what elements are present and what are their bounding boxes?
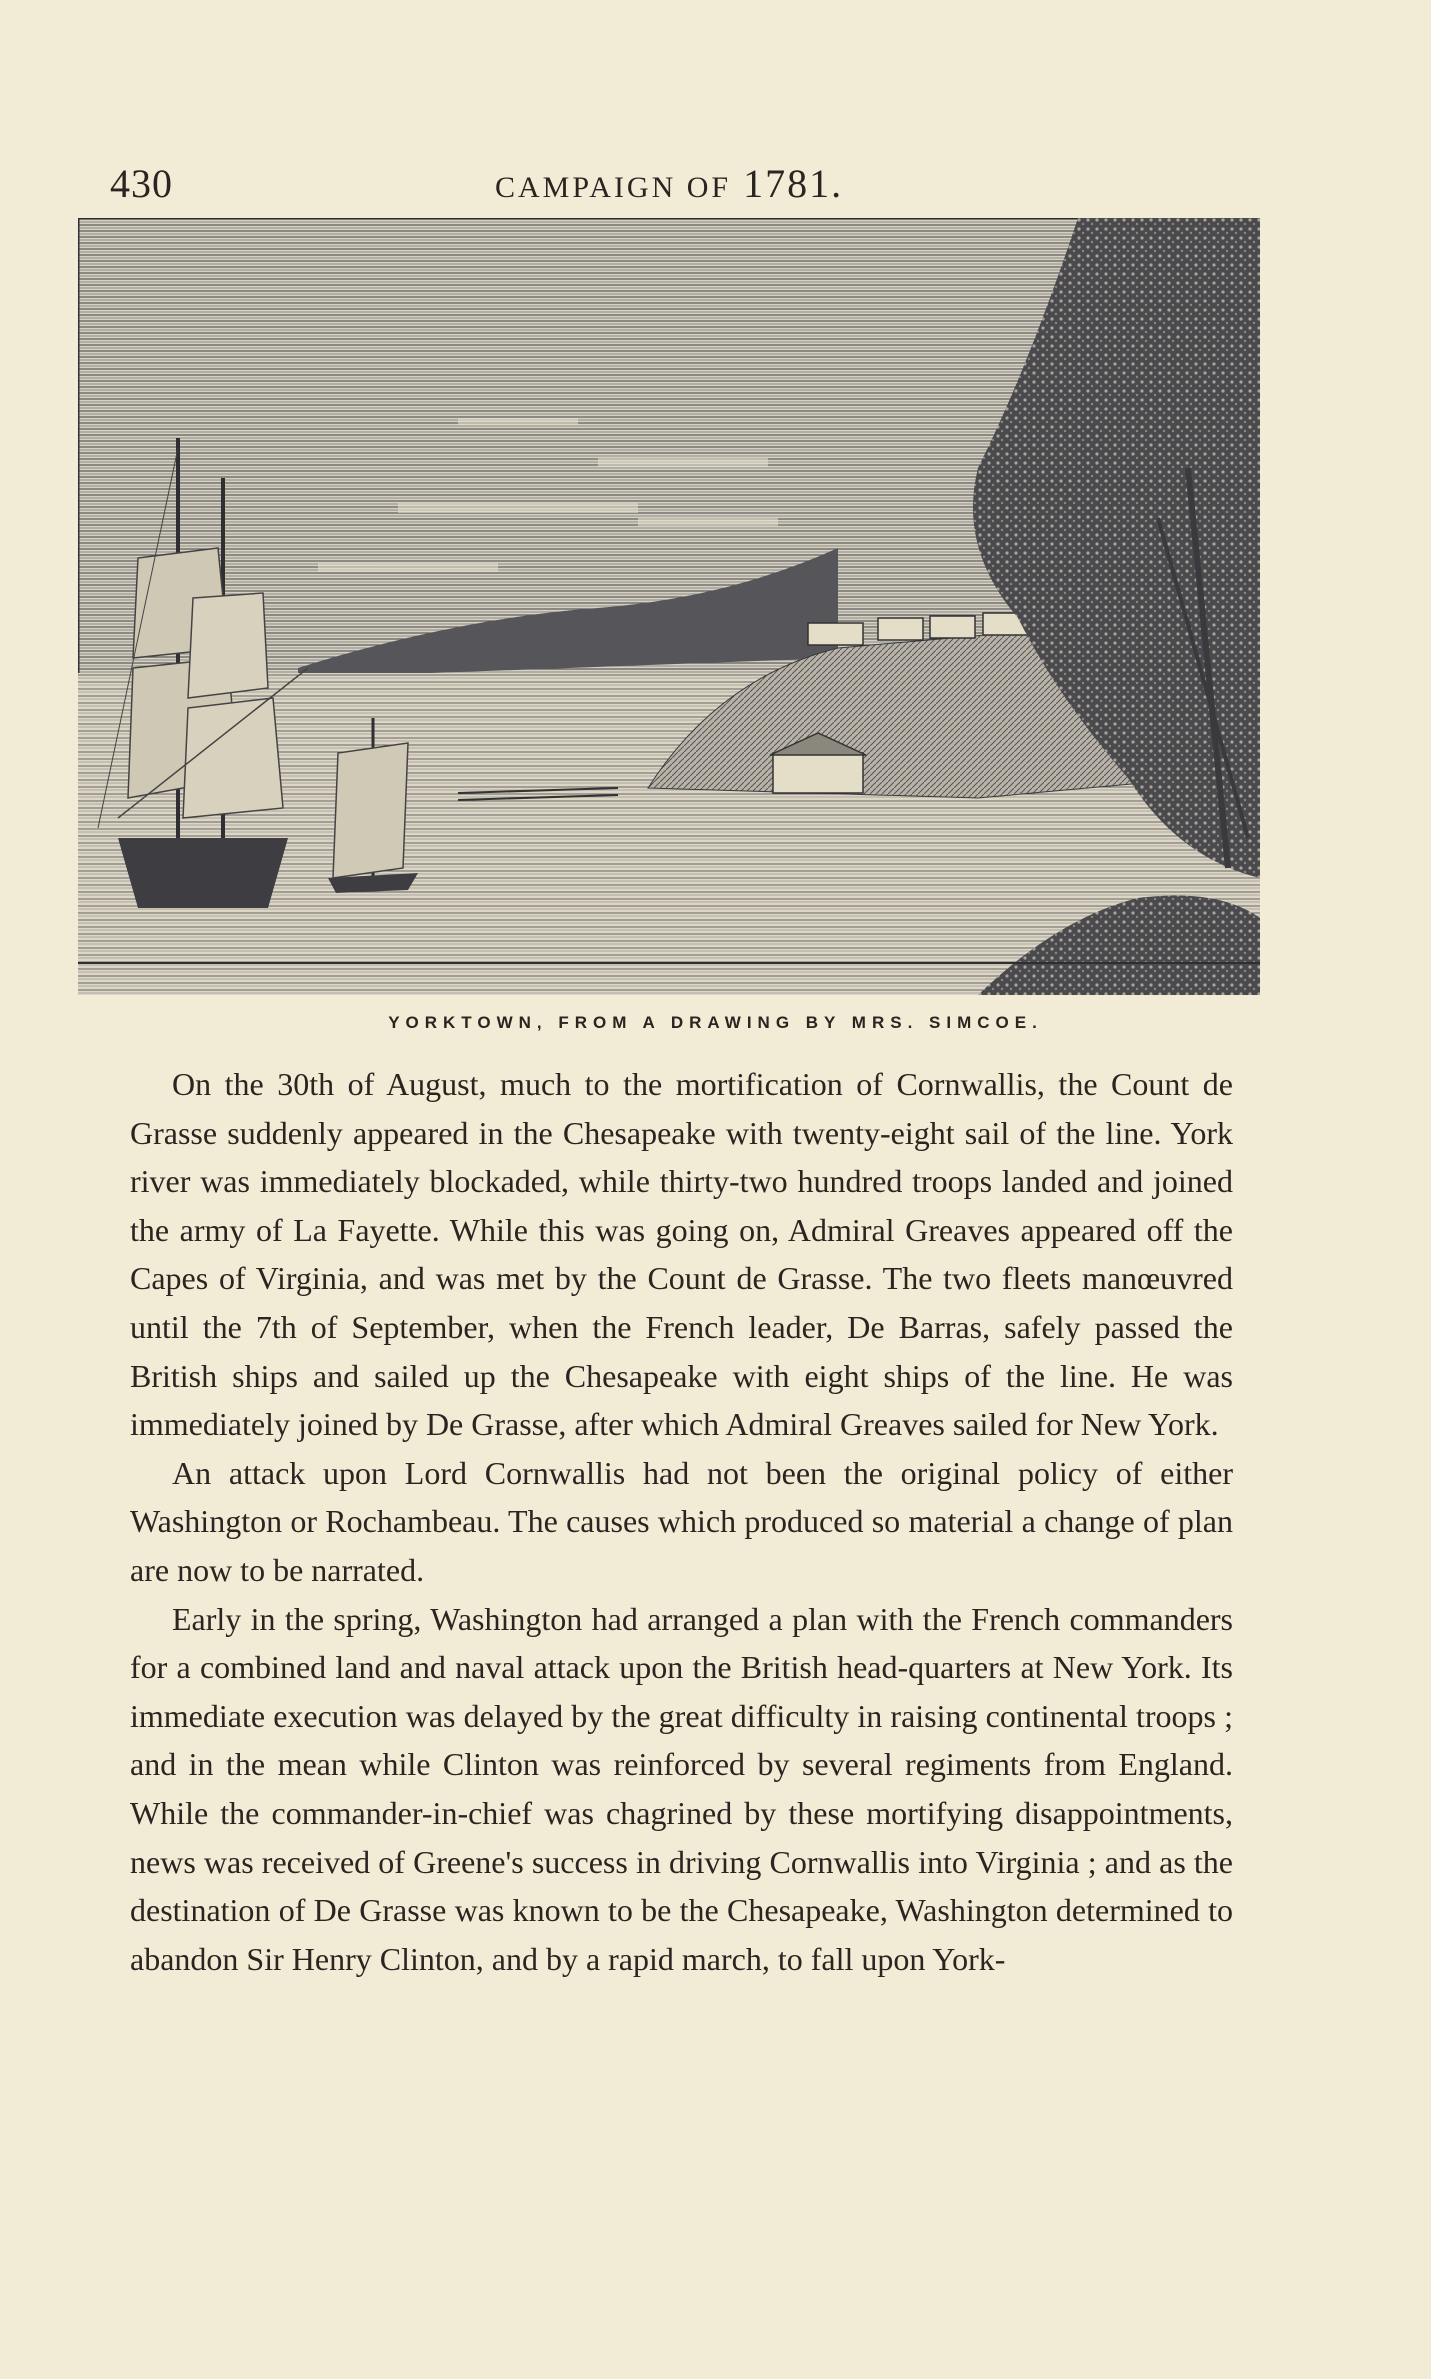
paragraph: An attack upon Lord Cornwallis had not been the original policy of either Washington or Rochambeau. The causes which produced so material a change of plan are now to be narrated. — [130, 1454, 1233, 1588]
running-head-title: CAMPAIGN OF — [495, 171, 732, 204]
page-number: 430 — [110, 161, 173, 206]
yorktown-engraving — [78, 218, 1260, 995]
paragraph: Early in the spring, Washington had arranged a plan with the French commanders for a combined land and naval attack upon the British head-quarters at New York. Its immediate execution was delayed by the great difficulty in raising continental troops ; and in the mean while Clinton was reinforced by several regiments from England. While the commander-in-chief was chagrined by these mortifying disappointments, news was received of Greene's success in driving Cornwallis into Virginia ; and as the destination of De Grasse was known to be the Chesapeake, Washington determined to abandon Sir Henry Clinton, and by a rapid march, to fall upon York- — [130, 1600, 1233, 1977]
page-header — [110, 160, 1250, 210]
paragraph: On the 30th of August, much to the mortification of Cornwallis, the Count de Grasse suddenly appeared in the Chesapeake with twenty-eight sail of the line. York river was immediately blockaded, while thirty-two hundred troops landed and joined the army of La Fayette. While this was going on, Admiral Greaves appeared off the Capes of Virginia, and was met by the Count de Grasse. The two fleets manœuvred until the 7th of September, when the French leader, De Barras, safely passed the British ships and sailed up the Chesapeake with eight ships of the line. He was immediately joined by De Grasse, after which Admiral Greaves sailed for New York. — [130, 1066, 1233, 1443]
running-head-year: 1781. — [743, 161, 844, 206]
running-head — [495, 160, 843, 207]
illustration-caption: YORKTOWN, FROM A DRAWING BY MRS. SIMCOE. — [388, 1013, 1043, 1032]
body-text — [130, 1060, 1233, 1983]
